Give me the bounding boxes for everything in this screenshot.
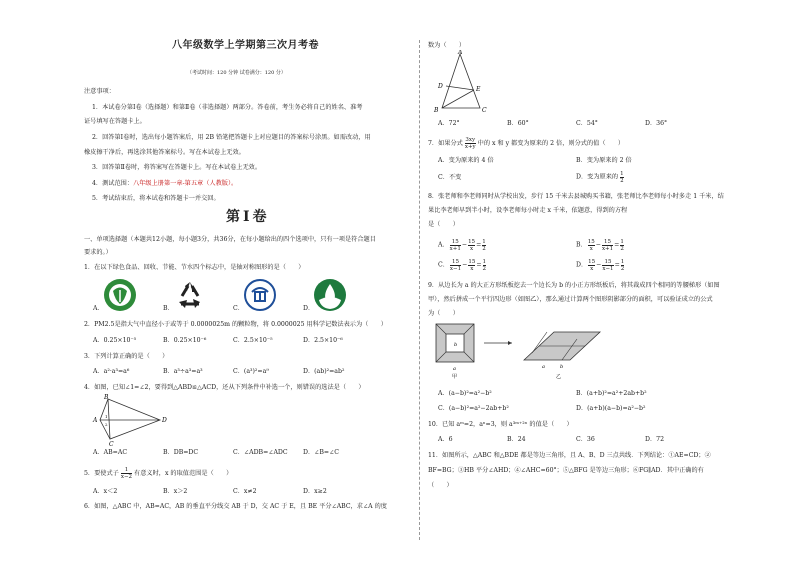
q4-option-d: D．∠B=∠C bbox=[303, 449, 339, 456]
q6-option-d: D．36° bbox=[645, 120, 668, 127]
notes-header: 注意事项： bbox=[84, 88, 115, 95]
q4-label-d: D bbox=[162, 417, 167, 424]
q7-stem-b: 中的 x 和 y 都变为原来的 2 倍，则分式的值（ ） bbox=[477, 140, 625, 147]
q7-frac-den: x+y bbox=[464, 144, 476, 150]
q5-option-a: A．x＜2 bbox=[93, 488, 118, 495]
q8-option-label: C． bbox=[438, 261, 449, 269]
section-intro: 要求的。） bbox=[84, 249, 112, 256]
q1-option-b: B． bbox=[163, 305, 174, 312]
q8-option-label: B． bbox=[576, 241, 587, 249]
note-scope-label: 4．测试范围： bbox=[92, 180, 134, 187]
q7-half-den: 2 bbox=[620, 178, 624, 184]
q8-option-c bbox=[438, 259, 487, 272]
q7-option-d bbox=[576, 171, 624, 184]
q7-fraction bbox=[465, 137, 476, 150]
q8-frac-right bbox=[602, 239, 613, 252]
q8-frac-result bbox=[620, 239, 624, 252]
q8-frac-result bbox=[483, 259, 487, 272]
q9-figure bbox=[434, 322, 614, 380]
q9-label-b1: b bbox=[454, 342, 458, 348]
q7-option-c: C．不变 bbox=[438, 174, 462, 181]
q10-stem: 10．已知 aᵐ=2，aⁿ=3，则 a³ᵐ⁺²ⁿ 的值是（ ） bbox=[428, 421, 573, 428]
q3-option-a: A．a²·a³=a⁶ bbox=[93, 368, 130, 375]
recycle-icon bbox=[173, 278, 207, 312]
q8-frac-right-num: 15 bbox=[468, 239, 476, 245]
q5-stem-b: 有意义时，x 的取值范围是（ ） bbox=[134, 470, 233, 477]
green-food-logo-icon bbox=[103, 278, 137, 312]
q8-frac-left-num: 15 bbox=[588, 259, 596, 265]
note-scope-range: 八年级上册第一章-第五章（人教版）。 bbox=[133, 180, 238, 187]
q9-label-a1: a bbox=[453, 366, 456, 372]
q8-option-d bbox=[576, 259, 625, 272]
q8-frac-result-num: 1 bbox=[482, 259, 487, 265]
note-line: 3．回答第Ⅱ卷时，将答案写在答题卡上。写在本试卷上无效。 bbox=[92, 164, 262, 171]
q4-triangle-figure bbox=[90, 393, 170, 447]
q8-frac-result-num: 1 bbox=[482, 239, 486, 245]
note-line bbox=[92, 180, 237, 188]
q5-option-c: C．x≠2 bbox=[233, 488, 257, 495]
q7-frac-num: 3xy bbox=[465, 137, 476, 143]
q8-frac-right-num: 15 bbox=[602, 239, 613, 246]
q10-option-b: B．24 bbox=[507, 436, 526, 443]
exam-title: 八年级数学上学期第三次月考卷 bbox=[172, 40, 319, 51]
q7-stem-a: 7．如果分式 bbox=[428, 140, 463, 147]
q1-option-a: A． bbox=[93, 305, 104, 312]
q8-frac-left-den: x bbox=[589, 246, 593, 252]
q5-stem bbox=[84, 467, 232, 480]
q8-frac-left-den: x+1 bbox=[449, 246, 461, 252]
q3-option-b: B．a³÷a³=a³ bbox=[163, 368, 203, 375]
q8-option-b bbox=[576, 239, 625, 252]
q8-op-minus: − bbox=[462, 261, 468, 269]
q8-frac-right bbox=[468, 259, 475, 272]
q8-option-label: D． bbox=[576, 261, 588, 269]
q9-label-a2: a bbox=[542, 364, 545, 370]
q9-option-d: D．(a+b)(a−b)=a²−b² bbox=[576, 405, 646, 412]
q2-option-b: B．0.25×10⁻⁶ bbox=[163, 337, 207, 344]
q8-op-equals: = bbox=[614, 261, 620, 269]
q1-stem: 1．在以下绿色食品、回收、节能、节水四个标志中，是轴对称图形的是（ ） bbox=[84, 264, 305, 271]
q7-option-d-text: D．变为原来的 bbox=[576, 173, 619, 181]
q4-option-b: B．DB=DC bbox=[163, 449, 199, 456]
q6-stem-cont: 数为（ ） bbox=[428, 42, 466, 49]
q3-option-c: C．(a³)²=a⁹ bbox=[233, 368, 269, 375]
q6-label-d: D bbox=[438, 83, 443, 90]
q8-frac-right-den: x bbox=[470, 266, 474, 272]
q7-option-a: A．变为原来的 4 倍 bbox=[438, 157, 494, 164]
q8-line: 8．张老师和李老师同时从学校出发，步行 15 千米去县城购买书籍，张老师比李老师每小时多走 1 千米，结 bbox=[428, 193, 724, 200]
q2-option-c: C．2.5×10⁻⁵ bbox=[233, 337, 273, 344]
q4-option-c: C．∠ADB=∠ADC bbox=[233, 449, 288, 456]
note-line: 2．回答第Ⅰ卷时，选出每小题答案后，用 2B 铅笔把答题卡上对应题目的答案标号涂黑。如需改动，用 bbox=[92, 134, 371, 141]
q9-label-yi: 乙 bbox=[556, 374, 562, 380]
q8-frac-right-den: x+1 bbox=[601, 246, 614, 252]
q4-label-1: 1 bbox=[105, 414, 108, 419]
q5-stem-a: 5．要使式子 bbox=[84, 470, 119, 477]
q9-label-jia: 甲 bbox=[452, 374, 458, 380]
section-title: 第Ⅰ卷 bbox=[226, 209, 270, 225]
q8-frac-left-den: x bbox=[590, 266, 594, 272]
q8-frac-result-den: 2 bbox=[482, 266, 487, 272]
q8-frac-result-den: 2 bbox=[620, 266, 625, 272]
q4-label-a: A bbox=[93, 417, 98, 424]
q9-option-c: C．(a−b)²=a²−2ab+b² bbox=[438, 405, 509, 412]
q2-option-a: A．0.25×10⁻⁵ bbox=[93, 337, 137, 344]
q9-line: 甲），然后拼成一个平行四边形（如图乙），那么通过计算两个图形阴影部分的面积，可以验证成立的公式 bbox=[428, 296, 713, 303]
q3-option-d: D．(ab)²=ab² bbox=[303, 368, 345, 375]
q5-frac-den: x−2 bbox=[120, 474, 133, 480]
q9-label-b2: b bbox=[560, 364, 564, 370]
q8-frac-result bbox=[621, 259, 625, 272]
q1-option-d: D． bbox=[303, 305, 315, 312]
energy-saving-logo-icon bbox=[243, 278, 277, 312]
q8-frac-right-den: x bbox=[470, 246, 474, 252]
q6-label-a: A bbox=[458, 50, 463, 56]
q8-op-equals: = bbox=[476, 261, 482, 269]
q8-frac-result-num: 1 bbox=[620, 239, 624, 245]
q7-stem bbox=[428, 137, 624, 150]
q8-line: 果比李老师早到半小时，设李老师每小时走 x 千米，依题意，得到的方程 bbox=[428, 207, 628, 214]
q10-option-a: A．6 bbox=[438, 436, 453, 443]
q8-frac-right-num: 15 bbox=[468, 259, 476, 265]
q9-line: 为（ ） bbox=[428, 310, 459, 317]
q8-option-a bbox=[438, 239, 487, 252]
q8-frac-result bbox=[482, 239, 486, 252]
note-line: 5．考试结束后，将本试卷和答题卡一并交回。 bbox=[92, 195, 220, 202]
q8-option-label: A． bbox=[438, 241, 449, 249]
q4-label-c: C bbox=[109, 441, 114, 447]
q8-frac-left-den: x−1 bbox=[449, 266, 462, 272]
q8-op-minus: − bbox=[595, 241, 601, 249]
q6-label-c: C bbox=[482, 107, 487, 114]
q6-option-a: A．72° bbox=[438, 120, 460, 127]
column-divider bbox=[419, 40, 420, 540]
q8-frac-left bbox=[588, 239, 595, 252]
q7-option-b: B．变为原来的 2 倍 bbox=[576, 157, 632, 164]
q11-line: （ ） bbox=[428, 482, 453, 489]
section-intro: 一、单项选择题（本题共12小题，每小题3分，共36分，在每小题给出的四个选项中，只有一项是符合题目 bbox=[84, 236, 376, 243]
q6-option-c: C．54° bbox=[576, 120, 598, 127]
q6-option-b: B．60° bbox=[507, 120, 529, 127]
q7-half-num: 1 bbox=[620, 171, 624, 177]
q8-frac-left-num: 15 bbox=[450, 239, 461, 246]
q9-line: 9．从边长为 a 的大正方形纸板挖去一个边长为 b 的小正方形纸板后，将其裁成四个相同的等腰梯形（如图 bbox=[428, 282, 720, 289]
q6-label-e: E bbox=[476, 86, 481, 93]
q6-triangle-figure bbox=[432, 50, 492, 114]
q8-frac-right bbox=[602, 259, 613, 272]
q4-label-2: 2 bbox=[105, 422, 108, 427]
q11-line: BF=BG；③HB 平分∠AHD；④∠AHC=60°；⑤△BFG 是等边三角形；⑥FG∥AD．其中正确的有 bbox=[428, 467, 704, 474]
q6-stem: 6．如图，△ABC 中，AB=AC，AB 的垂直平分线交 AB 于 D，交 AC 于 E，且 BE 平分∠ABC，求∠A 的度 bbox=[84, 503, 387, 510]
q8-op-minus: − bbox=[461, 241, 468, 249]
q4-stem: 4．如图，已知∠1=∠2，要得到△ABD≌△ACD，还从下列条件中补选一个，则错误的选法是（ ） bbox=[84, 384, 365, 391]
q5-frac-num: 1 bbox=[121, 467, 132, 474]
q8-frac-left bbox=[588, 259, 595, 272]
q8-frac-right-num: 15 bbox=[602, 259, 613, 266]
q8-frac-left bbox=[450, 239, 461, 252]
q6-label-b: B bbox=[434, 107, 439, 114]
q5-option-d: D．x≥2 bbox=[303, 488, 327, 495]
q7-half-fraction bbox=[620, 171, 624, 184]
note-line: 1．本试卷分第Ⅰ卷（选择题）和第Ⅱ卷（非选择题）两部分。答卷前，考生务必将自己的姓名、准考 bbox=[92, 104, 363, 111]
q8-op-equals: = bbox=[614, 241, 620, 249]
q5-fraction bbox=[121, 467, 132, 480]
q8-op-equals: = bbox=[476, 241, 482, 249]
q8-frac-right-den: x−1 bbox=[602, 266, 614, 272]
water-saving-logo-icon bbox=[313, 278, 347, 312]
q8-frac-result-den: 2 bbox=[620, 246, 624, 252]
q11-line: 11．如图所示，△ABC 和△BDE 都是等边三角形，且 A、B、D 三点共线．下列结论：①AE=CD；② bbox=[428, 452, 711, 459]
q10-option-c: C．36 bbox=[576, 436, 595, 443]
q8-frac-left-num: 15 bbox=[450, 259, 461, 266]
note-line: 橡皮擦干净后，再选涂其他答案标号。写在本试卷上无效。 bbox=[84, 149, 245, 156]
note-line: 证号填写在答题卡上。 bbox=[84, 118, 146, 125]
q9-option-b: B．(a+b)²=a²+2ab+b² bbox=[576, 390, 647, 397]
q2-option-d: D．2.5×10⁻⁶ bbox=[303, 337, 343, 344]
q5-option-b: B．x＞2 bbox=[163, 488, 188, 495]
q1-option-c: C． bbox=[233, 305, 244, 312]
q8-frac-left bbox=[450, 259, 461, 272]
q2-stem: 2．PM2.5是指大气中直径小于或等于 0.0000025m 的颗粒物，将 0.0000025 用科学记数法表示为（ ） bbox=[84, 321, 387, 328]
q8-line: 是（ ） bbox=[428, 221, 459, 228]
q8-frac-right bbox=[468, 239, 475, 252]
exam-meta: （考试时间：120 分钟 试卷满分：120 分） bbox=[187, 70, 286, 76]
q9-option-a: A．(a−b)²=a²−b² bbox=[438, 390, 492, 397]
q10-option-d: D．72 bbox=[645, 436, 665, 443]
q8-frac-result-den: 2 bbox=[482, 246, 486, 252]
q8-frac-left-num: 15 bbox=[587, 239, 595, 245]
q8-frac-result-num: 1 bbox=[620, 259, 625, 265]
q4-option-a: A．AB=AC bbox=[93, 449, 128, 456]
q8-op-minus: − bbox=[596, 261, 602, 269]
q3-stem: 3．下列计算正确的是（ ） bbox=[84, 353, 169, 360]
q4-label-b: B bbox=[104, 394, 109, 401]
